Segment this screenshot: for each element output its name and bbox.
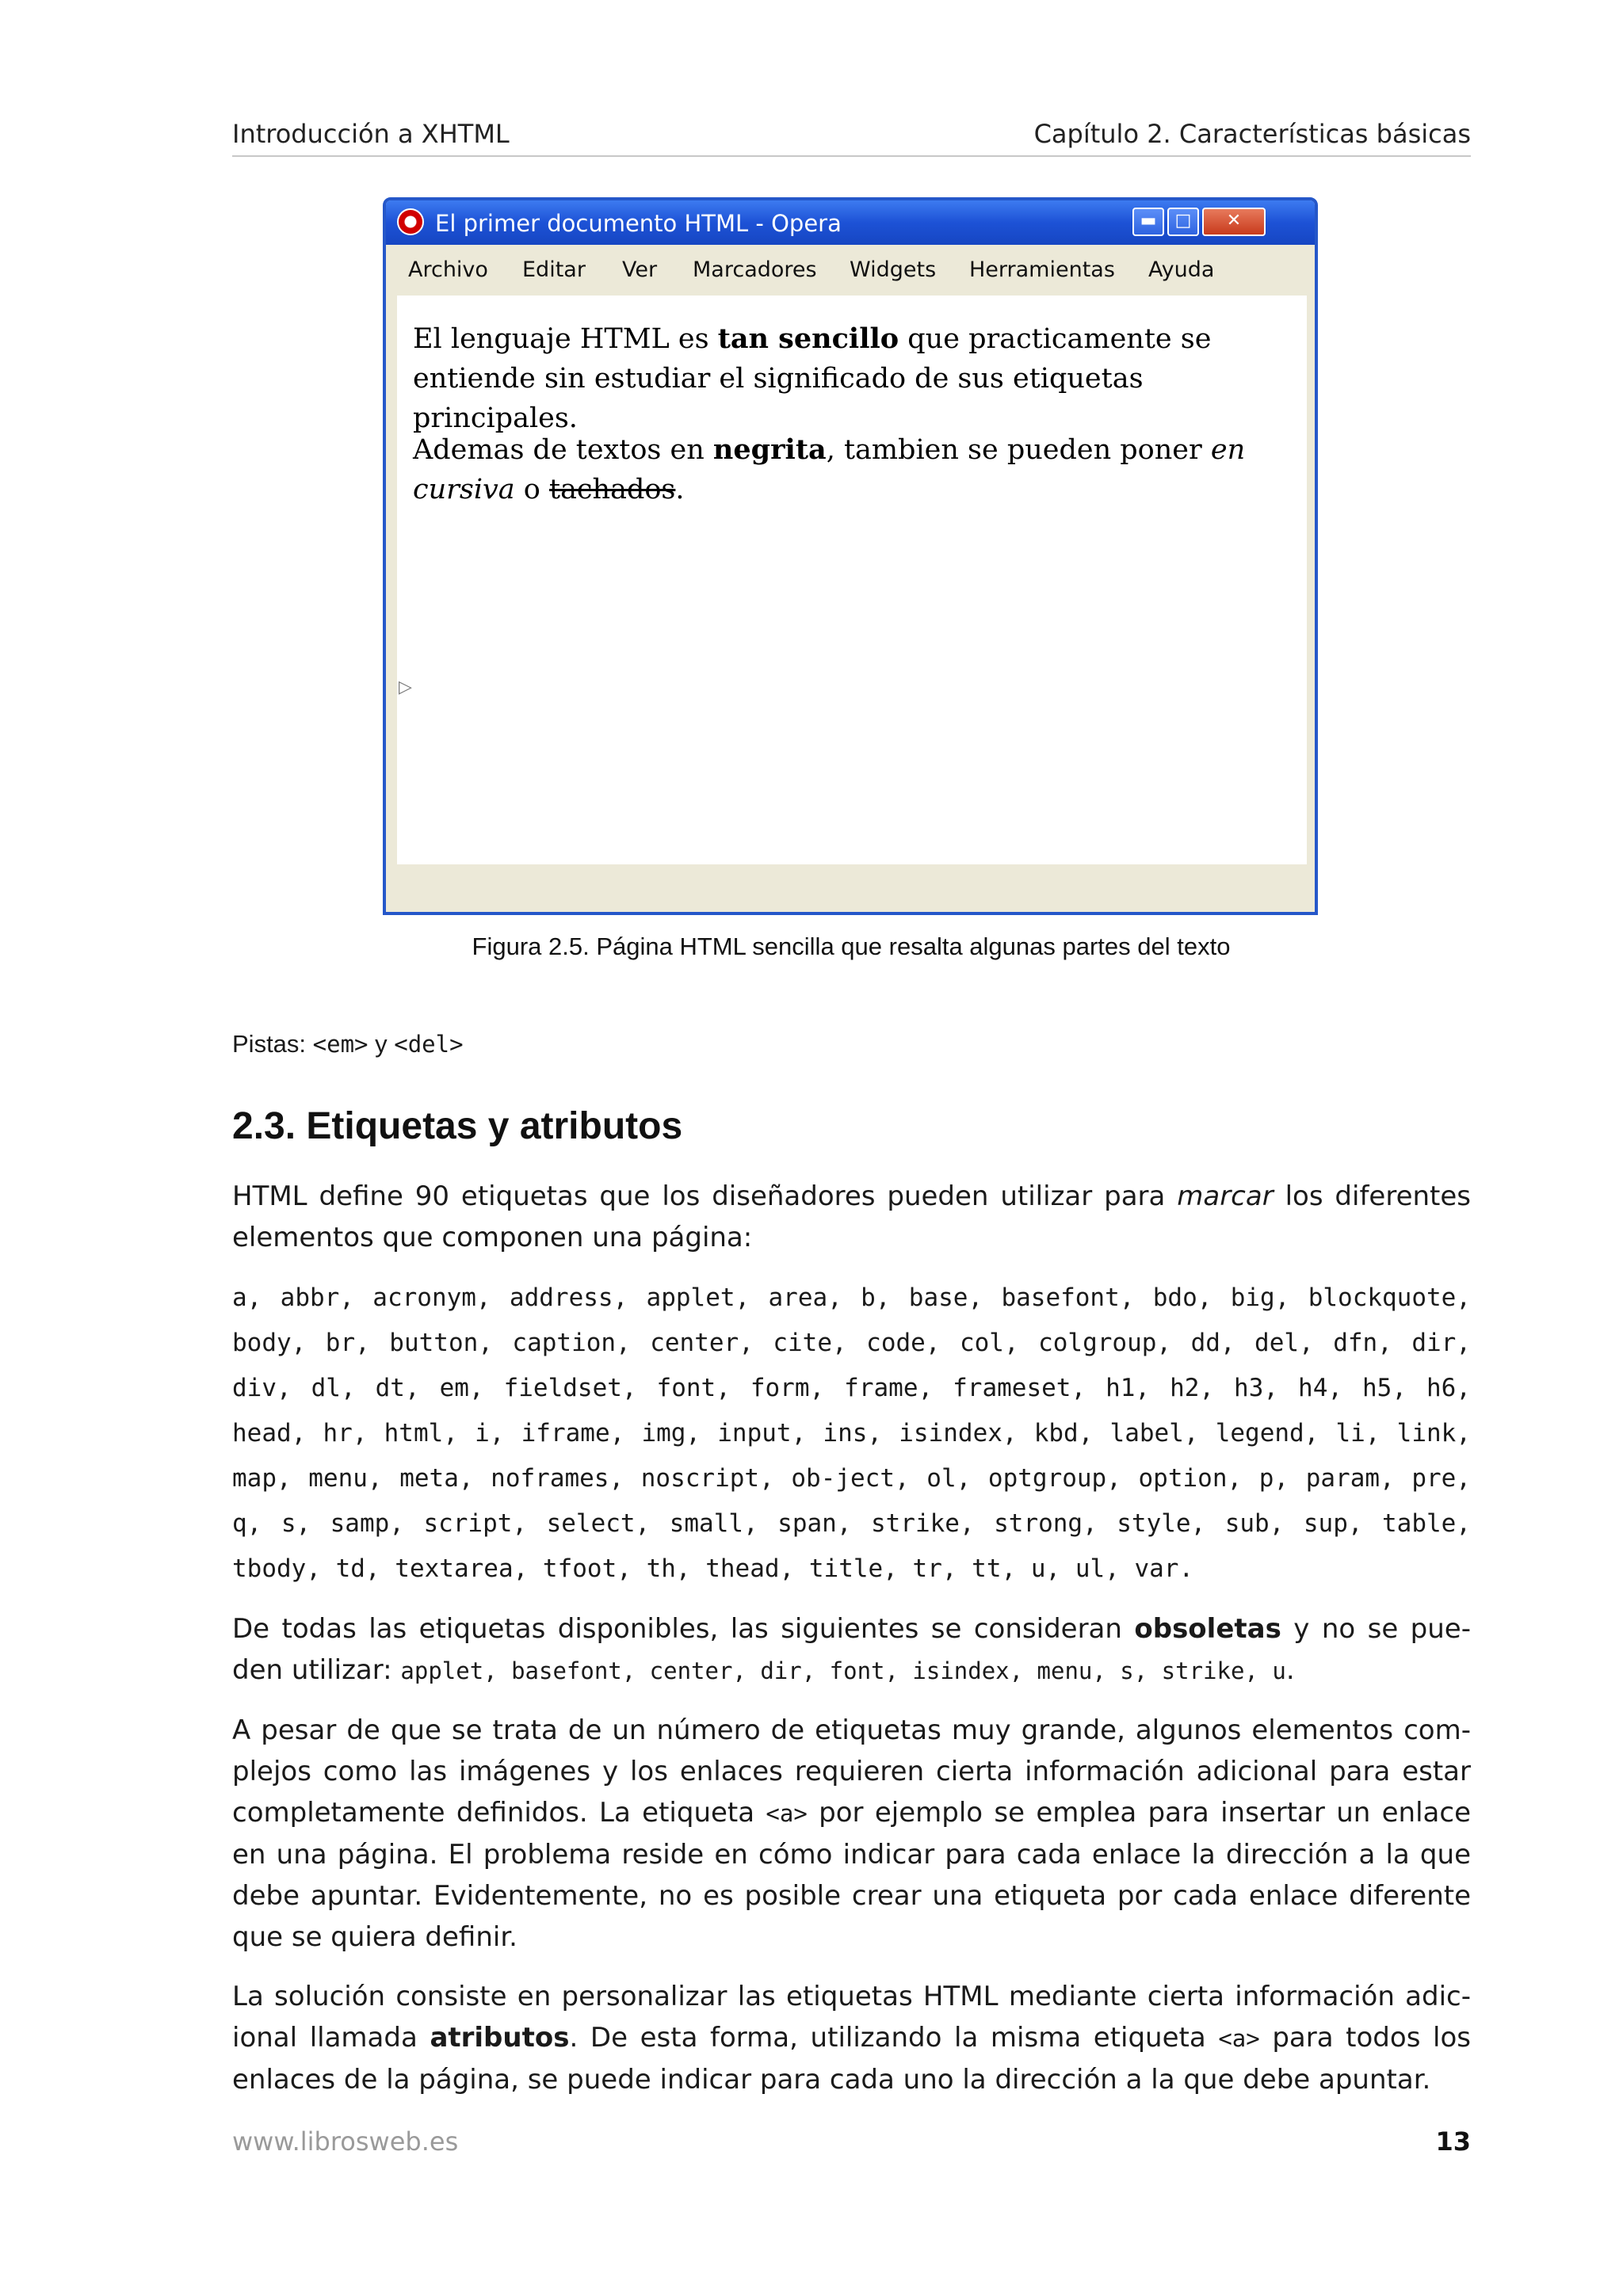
attributes-intro-paragraph: A pesar de que se trata de un número de etiquetas muy grande, algunos elementos com-plejos como las imágenes y los enlaces requieren cierta información adicional para estar completamente definidos. La etiqueta <a> por ejemplo se emplea para insertar un enlace en una página. El problema reside en cómo indicar para cada enlace la dirección a la que debe apuntar. Evidentemente, no es posible crear una etiqueta por cada enlace diferente que se quiera definir. xyxy=(232,1714,1471,1953)
menu-item-widgets: Widgets xyxy=(850,257,937,282)
figure-caption: Figura 2.5. Página HTML sencilla que resalta algunas partes del texto xyxy=(472,933,1231,960)
figure-paragraph-1: El lenguaje HTML es tan sencillo que practicamente se entiende sin estudiar el significado de sus etiquetas principales. xyxy=(413,322,1212,434)
attributes-solution-paragraph: La solución consiste en personalizar las etiquetas HTML mediante cierta información adic-ional llamada atributos. De esta forma, utilizando la misma etiqueta <a> para todos los enlaces de la página, se puede indicar para cada uno la dirección a la que debe apuntar. xyxy=(232,1981,1471,2096)
maximize-icon: □ xyxy=(1167,208,1199,236)
page-header xyxy=(232,119,1471,157)
page-number: 13 xyxy=(1435,2126,1471,2157)
close-icon: ✕ xyxy=(1202,208,1266,236)
minimize-icon: ▬ xyxy=(1132,208,1164,236)
menu-item-herramientas: Herramientas xyxy=(969,257,1115,282)
book-title: Introducción a XHTML xyxy=(232,119,510,149)
chapter-title: Capítulo 2. Características básicas xyxy=(1033,119,1471,149)
menu-item-ver: Ver xyxy=(622,257,658,282)
browser-content xyxy=(397,296,1307,864)
figure-paragraph-2: Ademas de textos en negrita, tambien se pueden poner en cursiva o tachados. xyxy=(413,433,1246,505)
section-heading: 2.3. Etiquetas y atributos xyxy=(232,1105,683,1147)
window-menubar xyxy=(386,245,1315,296)
menu-item-marcadores: Marcadores xyxy=(693,257,817,282)
opera-logo-icon xyxy=(397,208,424,235)
tag-list: a, abbr, acronym, address, applet, area, b, base, basefont, bdo, big, blockquote, body, br, button, caption, center, cite, code, col, colgroup, dd, del, dfn, dir, div, dl, dt, em, fieldset, font, form, frame, frameset, h1, h2, h3, h4, h5, h6, head, hr, html, i, iframe, img, input, ins, isindex, kbd, label, legend, li, link, map, menu, meta, noframes, noscript, ob-ject, ol, optgroup, option, p, param, pre, q, s, samp, script, select, small, span, strike, strong, style, sub, sup, table, tbody, td, textarea, tfoot, th, thead, title, tr, tt, u, ul, var. xyxy=(232,1283,1471,1583)
hints-line: Pistas: <em> y <del> xyxy=(232,1030,464,1058)
window-title: El primer documento HTML - Opera xyxy=(435,210,842,237)
resize-handle-icon: ▷ xyxy=(399,677,412,697)
window-titlebar xyxy=(386,200,1315,245)
menu-item-editar: Editar xyxy=(522,257,586,282)
obsolete-paragraph: De todas las etiquetas disponibles, las siguientes se consideran obsoletas y no se pue-den utilizar: applet, basefont, center, dir, font, isindex, menu, s, strike, u. xyxy=(232,1613,1471,1686)
browser-window-figure xyxy=(383,197,1318,915)
section-intro: HTML define 90 etiquetas que los diseñadores pueden utilizar para marcar los diferentes elementos que componen una página: xyxy=(232,1180,1472,1253)
menu-item-archivo: Archivo xyxy=(408,257,488,282)
menu-item-ayuda: Ayuda xyxy=(1148,257,1215,282)
footer-site: www.librosweb.es xyxy=(232,2126,459,2157)
